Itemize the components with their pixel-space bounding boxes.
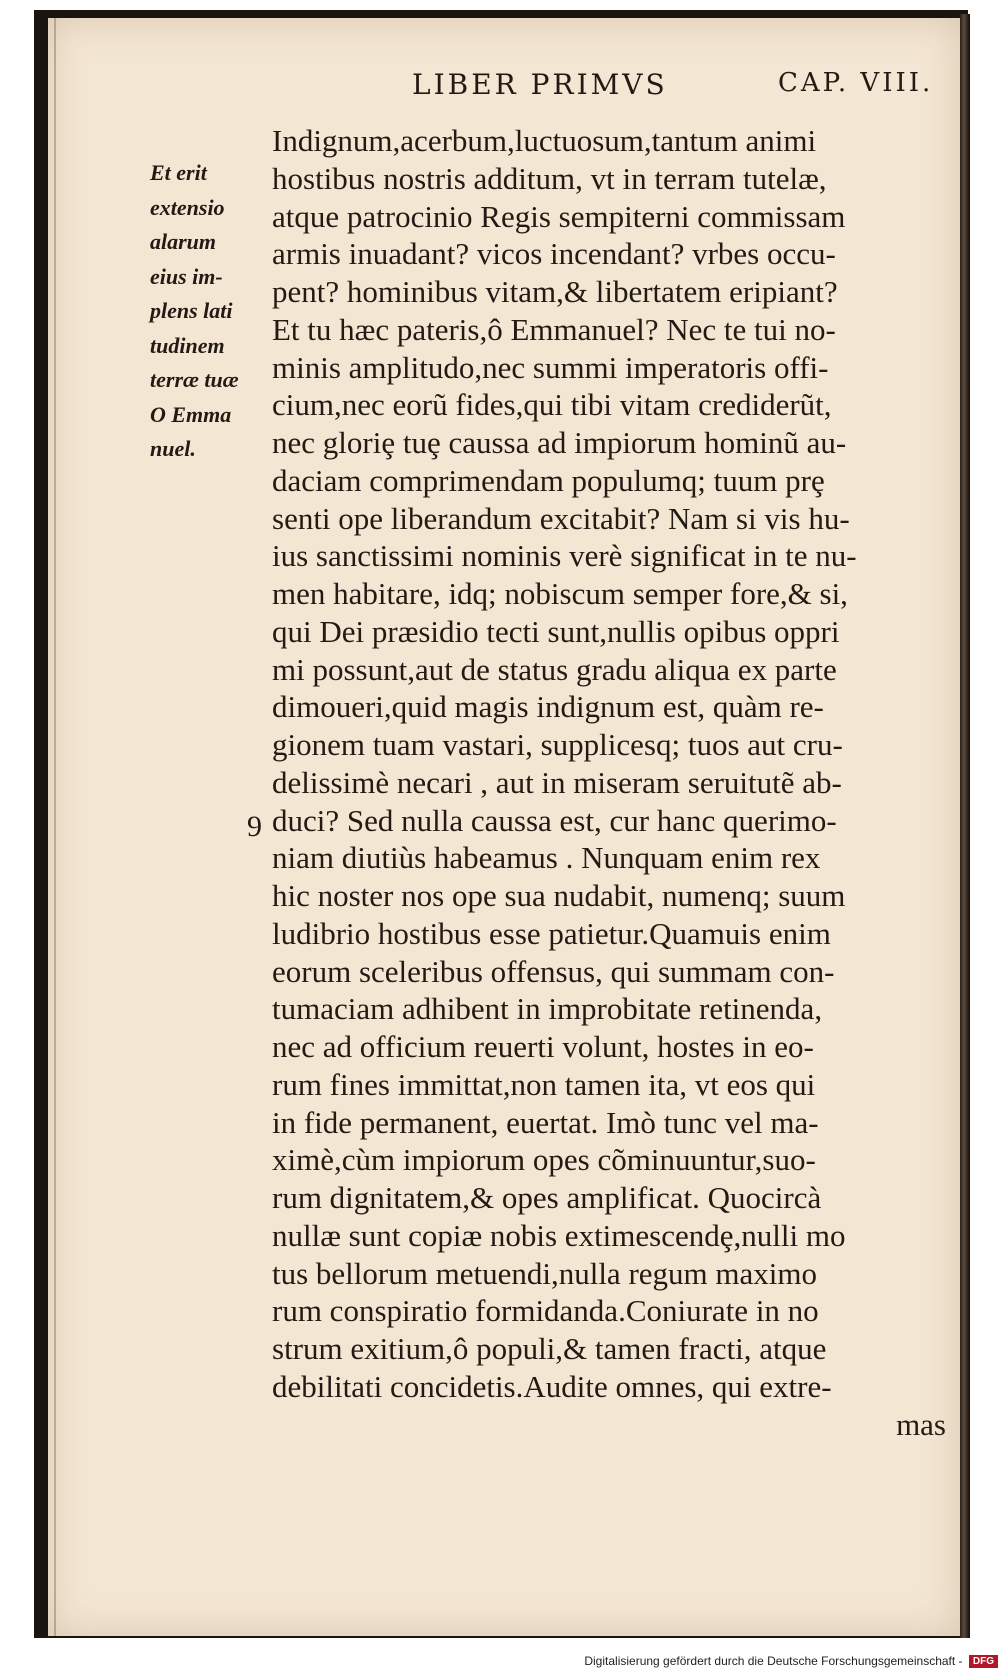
text-line: atque patrocinio Regis sempiterni commissam (272, 198, 846, 234)
text-line: rum fines immittat,non tamen ita, vt eos qui (272, 1066, 816, 1102)
text-line: pent? hominibus vitam,& libertatem eripiant? (272, 274, 838, 309)
text-line: hic noster nos ope sua nudabit, numenq; suum (272, 878, 846, 913)
running-head-title: LIBER PRIMVS (412, 68, 668, 101)
text-line: men habitare, idq; nobiscum semper fore,& si, (272, 576, 848, 611)
text-line: mi possunt,aut de status gradu aliqua ex parte (272, 651, 837, 687)
margin-note-line: tudinem (150, 332, 225, 358)
text-line: daciam comprimendam populumq; tuum prȩ (272, 462, 825, 498)
text-line: Et tu hæc pateris,ô Emmanuel? Nec te tui no- (272, 311, 836, 347)
text-line: debilitati concidetis.Audite omnes, qui extre- (272, 1368, 832, 1404)
text-line: in fide permanent, euertat. Imò tunc vel ma- (272, 1104, 819, 1140)
margin-note-line: nuel. (150, 436, 196, 461)
text-line: delissimè necari , aut in miseram seruitutẽ ab- (272, 764, 842, 800)
margin-note-line: terræ tuæ (150, 367, 239, 392)
text-line: armis inuadant? vicos incendant? vrbes occu- (272, 236, 836, 272)
margin-note-line: Et erit (150, 160, 207, 185)
text-line: tus bellorum metuendi,nulla regum maximo (272, 1255, 817, 1291)
text-line: cium,nec eorũ fides,qui tibi vitam crediderũt, (272, 387, 832, 423)
text-line: mas (896, 1406, 946, 1442)
body-text (272, 122, 972, 1443)
margin-note-line: O Emma (150, 401, 232, 427)
text-line: nec ad officium reuerti volunt, hostes in eo- (272, 1029, 814, 1064)
text-line: duci? Sed nulla caussa est, cur hanc querimo- (272, 802, 837, 838)
text-line: senti ope liberandum excitabit? Nam si vis hu- (272, 500, 850, 536)
text-line: strum exitium,ô populi,& tamen fracti, atque (272, 1331, 827, 1366)
page-gutter-line (54, 18, 56, 1636)
credit-text: Digitalisierung gefördert durch die Deutsche Forschungsgemeinschaft - (584, 1654, 963, 1668)
margin-note-line: extensio (150, 194, 225, 220)
text-line: gionem tuam vastari, supplicesq; tuos aut cru- (272, 727, 843, 762)
digitization-credit (584, 1654, 998, 1668)
margin-note-line: eius im- (150, 263, 223, 289)
text-line: hostibus nostris additum, vt in terram tutelæ, (272, 160, 827, 196)
text-line: rum conspiratio formidanda.Coniurate in no (272, 1293, 819, 1329)
text-line: ius sanctissimi nominis verè significat in te nu- (272, 538, 857, 574)
verse-number: 9 (247, 810, 262, 843)
text-line: nec gloriȩ tuȩ caussa ad impiorum hominũ au- (272, 425, 847, 460)
text-line: rum dignitatem,& opes amplificat. Quocircà (272, 1180, 822, 1215)
text-line: nullæ sunt copiæ nobis extimescendȩ,nulli mo (272, 1217, 846, 1253)
margin-note (150, 156, 266, 467)
dfg-logo: DFG (969, 1655, 998, 1668)
margin-note-line: plens lati (150, 298, 233, 323)
text-line: eorum sceleribus offensus, qui summam con- (272, 953, 835, 989)
text-line: minis amplitudo,nec summi imperatoris offi- (272, 349, 829, 385)
text-line: ludibrio hostibus esse patietur.Quamuis enim (272, 915, 831, 951)
text-line: Indignum,acerbum,luctuosum,tantum animi (272, 123, 817, 158)
margin-note-line: alarum (150, 229, 217, 254)
text-line: qui Dei præsidio tecti sunt,nullis opibus oppri (272, 613, 840, 649)
text-line: dimoueri,quid magis indignum est, quàm re- (272, 689, 824, 725)
text-line: niam diutiùs habeamus . Nunquam enim rex (272, 840, 821, 876)
text-line: tumaciam adhibent in improbitate retinenda, (272, 991, 823, 1027)
text-line: ximè,cùm impiorum opes cõminuuntur,suo- (272, 1142, 816, 1178)
running-head-chapter: CAP. VIII. (778, 68, 934, 98)
